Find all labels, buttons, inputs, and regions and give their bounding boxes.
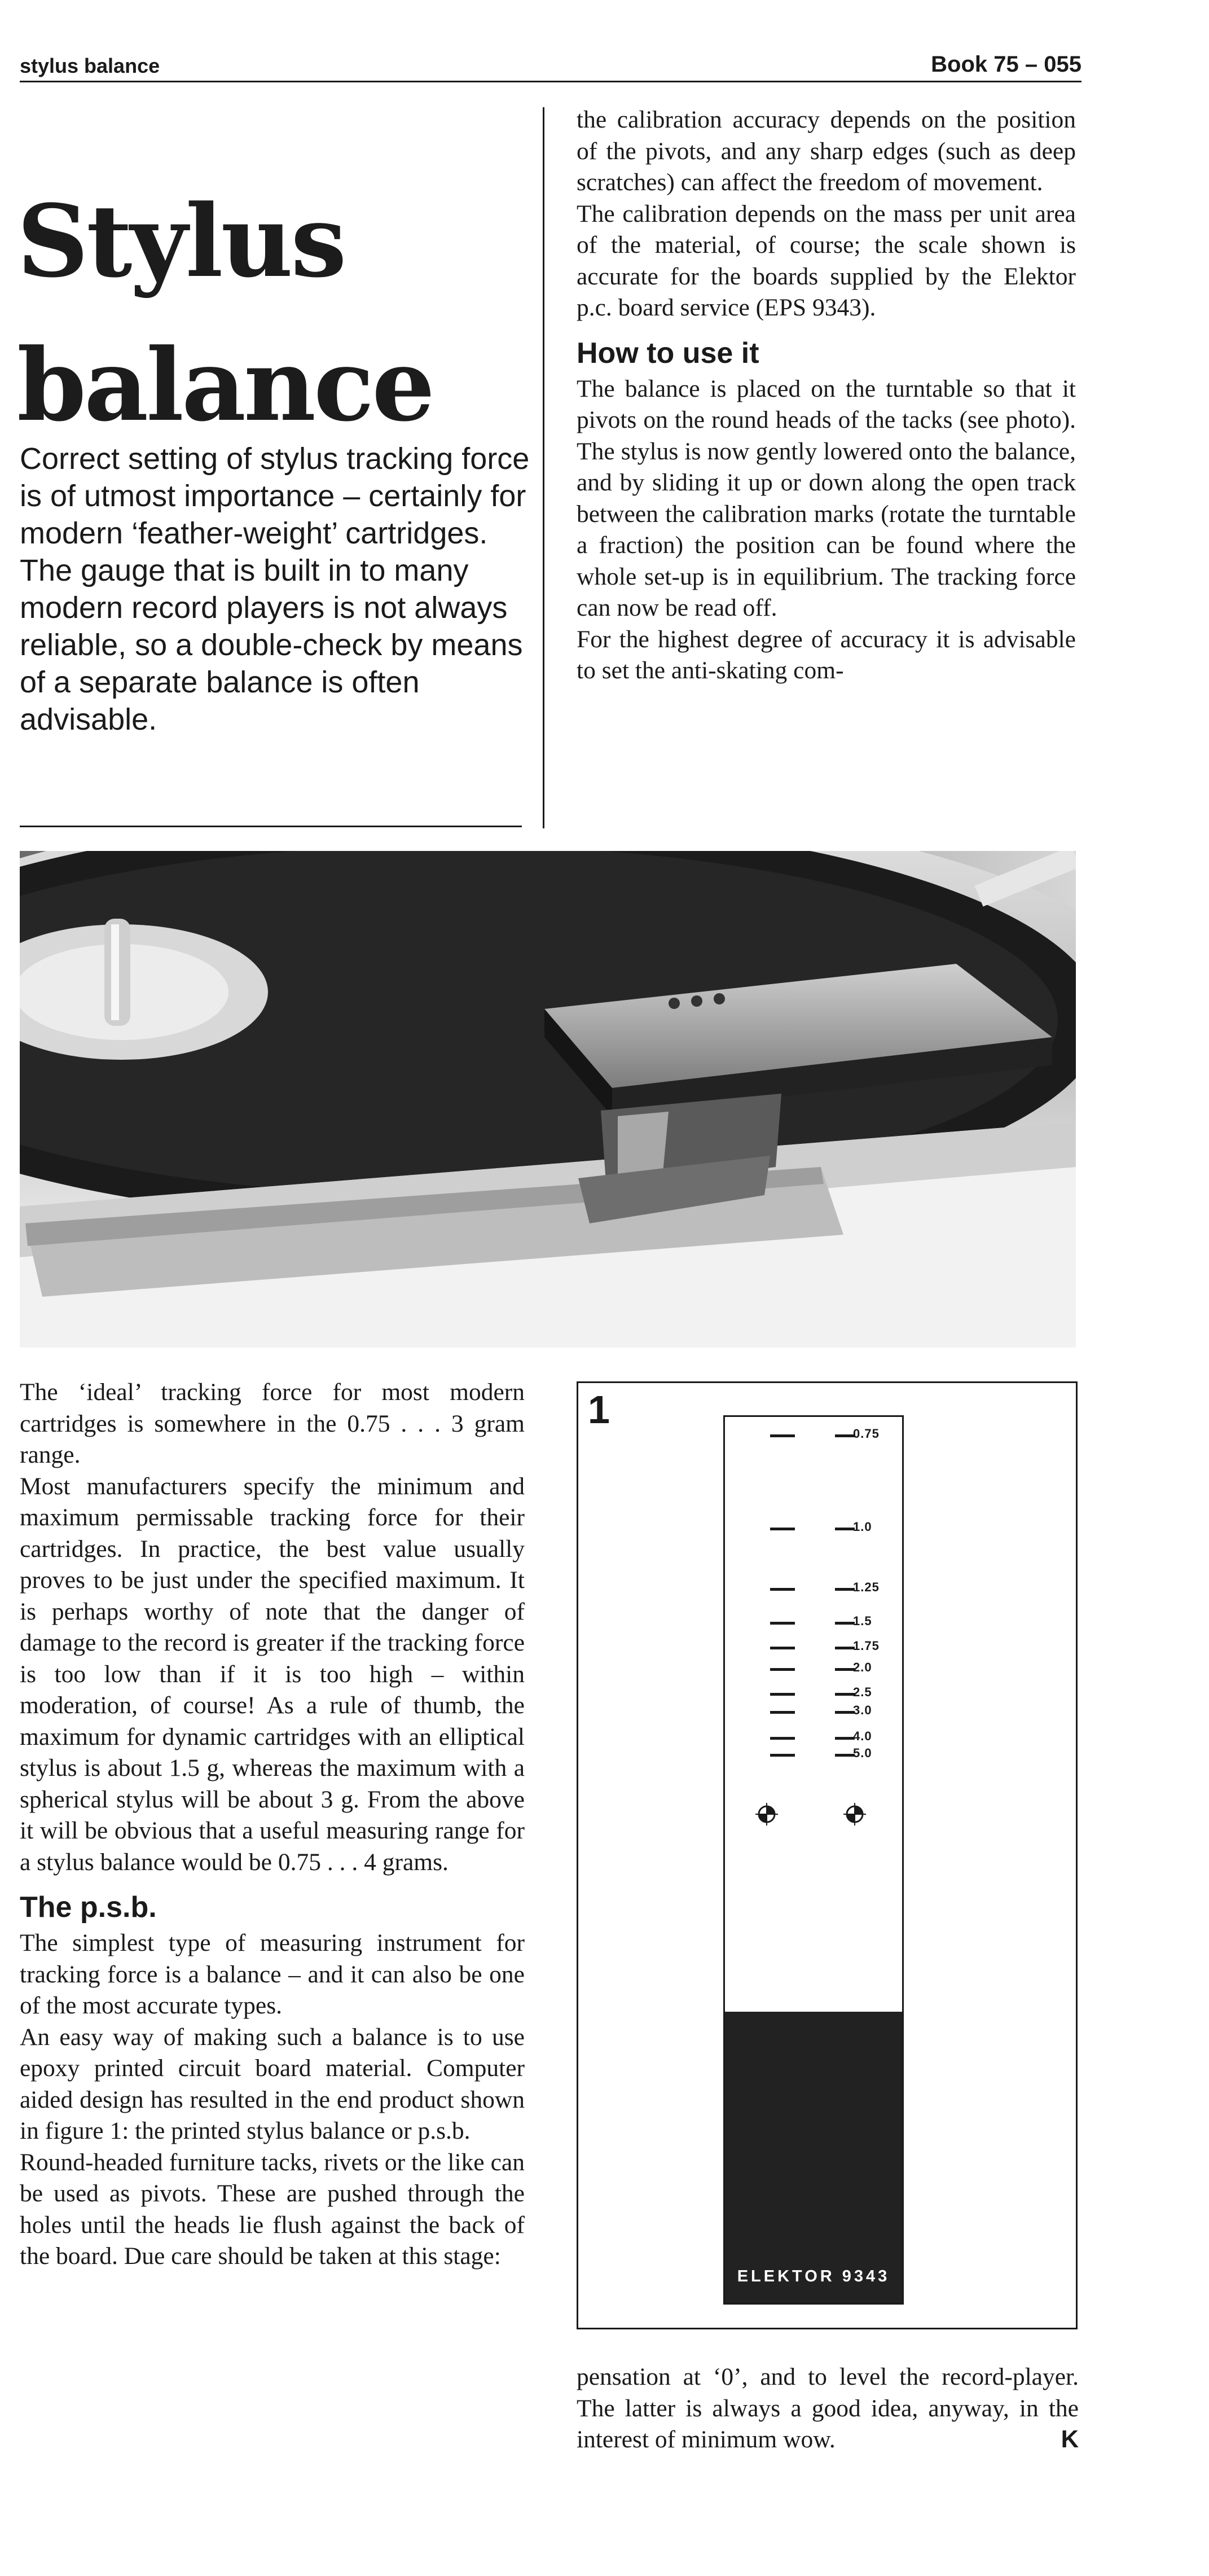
section-heading-psb: The p.s.b. <box>20 1891 157 1924</box>
paragraph: The balance is placed on the turntable so that it pivots on the round heads of the tacks (see photo). The stylus is now gently lowered onto the balance, and by sliding it up or down along the open track between the calibration marks (rotate the turntable a fraction) the position can be found where the whole set-up is in equilibrium. The tracking force can now be read off. <box>577 375 1076 621</box>
left-mark-2 <box>770 1588 795 1591</box>
intro-rule <box>20 826 522 827</box>
figure-number: 1 <box>588 1388 610 1432</box>
left-mark-8 <box>770 1737 795 1740</box>
right-mark-3 <box>835 1622 855 1625</box>
right-mark-7 <box>835 1711 855 1714</box>
paragraph: An easy way of making such a balance is to use epoxy printed circuit board material. Computer aided design has resulted in the end product shown in figure 1: the printed stylus balance or p.s.b. <box>20 2023 525 2144</box>
column-divider <box>543 107 544 828</box>
right-mark-4 <box>835 1647 855 1649</box>
right-mark-6 <box>835 1693 855 1696</box>
scale-label: 3.0 <box>853 1703 872 1717</box>
left-mark-5 <box>770 1668 795 1671</box>
scale-label: 1.25 <box>853 1580 880 1594</box>
scale-label: 5.0 <box>853 1746 872 1760</box>
right-mark-9 <box>835 1754 855 1757</box>
paragraph: For the highest degree of accuracy it is advisable to set the anti-skating com- <box>577 625 1076 684</box>
pivot-hole-left-icon <box>755 1802 779 1826</box>
header-rule <box>20 81 1081 82</box>
scale-label: 1.5 <box>853 1614 872 1628</box>
left-mark-4 <box>770 1647 795 1649</box>
right-mark-8 <box>835 1737 855 1740</box>
scale-label: 0.75 <box>853 1427 880 1441</box>
board-label: ELEKTOR 9343 <box>737 2267 890 2285</box>
paragraph: Most manufacturers specify the minimum and maximum permissable tracking force for their cartridges. In practice, the best value usually proves to be just under the specified maximum. It is perhaps worthy of note that the danger of damage to the record is greater if the tracking force is too low than if it is too high – within moderation, of course! As a rule of thumb, the maximum for dynamic cartridges with an elliptical stylus is about 1.5 g, whereas the maximum with a spherical stylus will be about 3 g. From the above it will be obvious that a useful measuring range for a stylus balance would be 0.75 . . . 4 grams. <box>20 1472 525 1876</box>
title-line-1: Stylus <box>17 183 345 300</box>
running-header-left: stylus balance <box>20 54 160 77</box>
paragraph: the calibration accuracy depends on the position of the pivots, and any sharp edges (such as deep scratches) can affect the freedom of movement. <box>577 106 1076 196</box>
scale-label: 4.0 <box>853 1729 872 1743</box>
scale-label: 2.5 <box>853 1685 872 1699</box>
left-mark-1 <box>770 1528 795 1530</box>
article-title <box>17 169 547 457</box>
closing-paragraph: pensation at ‘0’, and to level the record-player. The latter is always a good idea, anyway, in the interest of minimum wow. <box>577 2363 1079 2453</box>
left-mark-9 <box>770 1754 795 1757</box>
left-mark-0 <box>770 1434 795 1437</box>
paragraph: The calibration depends on the mass per unit area of the material, of course; the scale shown is accurate for the boards supplied by the Elektor p.c. board service (EPS 9343). <box>577 200 1076 321</box>
section-heading-how-to-use: How to use it <box>577 336 759 370</box>
left-mark-3 <box>770 1622 795 1625</box>
board-copper-area <box>725 2012 902 2303</box>
paragraph: The ‘ideal’ tracking force for most modern cartridges is somewhere in the 0.75 . . . 3 gram range. <box>20 1379 525 1468</box>
running-header-page: Book 75 – 055 <box>931 52 1081 77</box>
right-column-top <box>577 104 1076 687</box>
scale-label: 1.0 <box>853 1520 872 1534</box>
right-mark-2 <box>835 1588 855 1591</box>
title-line-2: balance <box>17 327 433 444</box>
scale-label: 1.75 <box>853 1639 880 1653</box>
right-mark-0 <box>835 1434 855 1437</box>
scale-label: 2.0 <box>853 1660 872 1674</box>
paragraph: The simplest type of measuring instrument for tracking force is a balance – and it can also be one of the most accurate types. <box>20 1929 525 2019</box>
paragraph <box>577 2362 1079 2456</box>
left-mark-6 <box>770 1693 795 1696</box>
intro-paragraph: Correct setting of stylus tracking force is of utmost importance – certainly for modern ‘feather-weight’ cartridges. The gauge that is built in to many modern record players is not always reliable, so a double-check by means of a separate balance is often advisable. <box>20 442 530 736</box>
right-column-bottom <box>577 2362 1079 2456</box>
turntable-photo <box>20 851 1076 1348</box>
right-mark-5 <box>835 1668 855 1671</box>
right-mark-1 <box>835 1528 855 1530</box>
pivot-hole-right-icon <box>843 1802 867 1826</box>
paragraph: Round-headed furniture tacks, rivets or the like can be used as pivots. These are pushed through the holes until the heads lie flush against the back of the board. Due care should be taken at this stage: <box>20 2148 525 2270</box>
end-of-article-mark: K <box>1061 2426 1079 2453</box>
left-column-bottom <box>20 1377 525 2272</box>
left-mark-7 <box>770 1711 795 1714</box>
